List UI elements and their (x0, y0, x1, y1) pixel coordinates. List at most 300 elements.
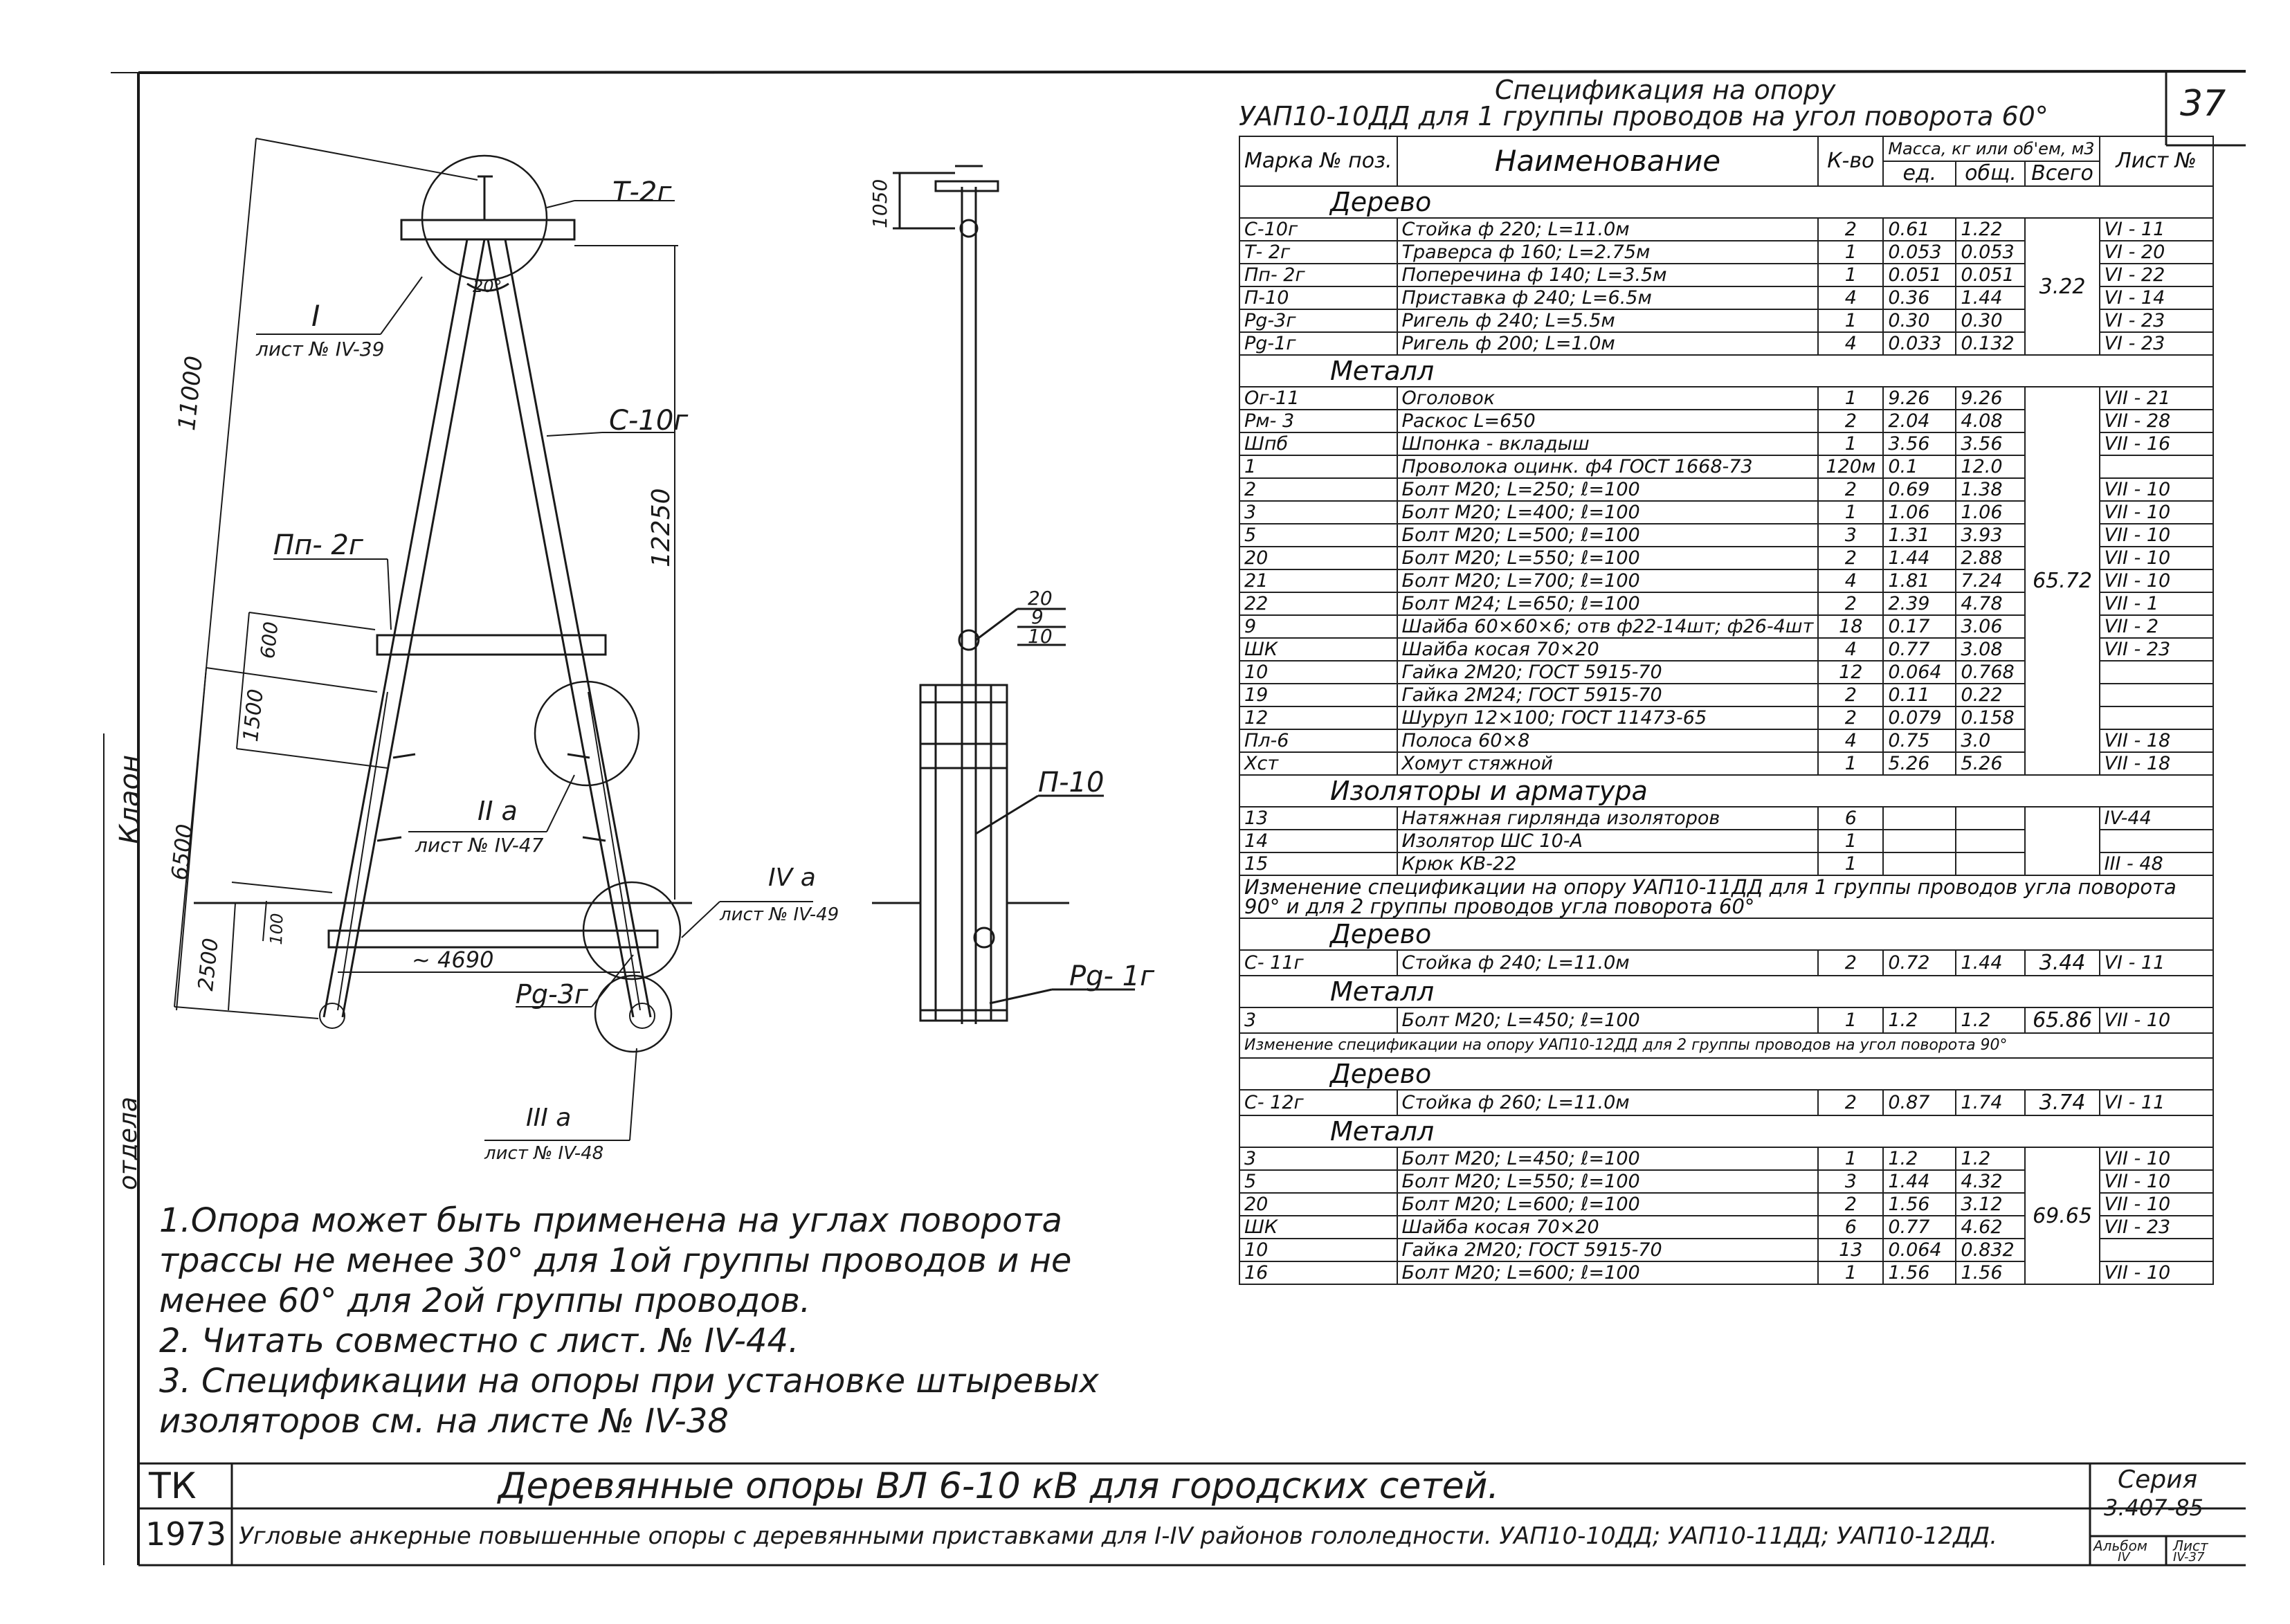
note-line: 2. Читать совместно с лист. № IV-44. (159, 1322, 799, 1360)
cell-sheet: VI - 23 (2100, 309, 2213, 332)
cell-unit: 1.06 (1883, 501, 1956, 524)
cell-sheet: VII - 21 (2100, 387, 2213, 410)
cell-qty: 1 (1818, 432, 1883, 455)
album-value: IV (2118, 1550, 2130, 1564)
cell-unit: 0.079 (1883, 706, 1956, 729)
cell-mark: 19 (1239, 684, 1397, 706)
cell-sheet: VII - 23 (2100, 1216, 2213, 1239)
change-note-text: Изменение спецификации на опору УАП10-12ДД для 2 группы проводов на угол поворота 90° (1239, 1033, 2213, 1058)
side-stamp-1: Клаон (114, 754, 146, 844)
cell-qty: 18 (1818, 615, 1883, 638)
cell-mark: Пп- 2г (1239, 264, 1397, 286)
change-note (1239, 1033, 2213, 1058)
cell-mark: 10 (1239, 1239, 1397, 1261)
cell-sheet: VII - 28 (2100, 410, 2213, 432)
cell-unit: 5.26 (1883, 752, 1956, 775)
cell-name: Хомут стяжной (1397, 752, 1819, 775)
cell-total: 1.74 (1956, 1090, 2025, 1115)
cell-mark: ШК (1239, 1216, 1397, 1239)
cell-sheet: VII - 16 (2100, 432, 2213, 455)
col-sheet: Лист № (2100, 136, 2213, 186)
cell-unit: 1.56 (1883, 1261, 1956, 1284)
cell-unit: 1.44 (1883, 1170, 1956, 1193)
cell-total: 2.88 (1956, 547, 2025, 569)
cell-mark: Рм- 3 (1239, 410, 1397, 432)
cell-name: Шайба 60×60×6; отв ф22-14шт; ф26-4шт (1397, 615, 1819, 638)
note-line: трассы не менее 30° для 1ой группы проводов и не (159, 1241, 1072, 1280)
cell-total: 7.24 (1956, 569, 2025, 592)
cell-sheet: IV-44 (2100, 807, 2213, 830)
cell-mark: 5 (1239, 1170, 1397, 1193)
cell-sheet (2100, 1239, 2213, 1261)
cell-sheet (2100, 661, 2213, 684)
cell-qty: 1 (1818, 1261, 1883, 1284)
cell-total: 3.06 (1956, 615, 2025, 638)
cell-sheet (2100, 455, 2213, 478)
ref1-number: I (311, 299, 320, 333)
table-row (1239, 1090, 2213, 1115)
cell-unit: 0.75 (1883, 729, 1956, 752)
cell-sheet: VI - 20 (2100, 241, 2213, 264)
cell-sheet: III - 48 (2100, 852, 2213, 875)
section-header (1239, 976, 2213, 1007)
col-total: общ. (1956, 161, 2025, 186)
cell-total: 0.132 (1956, 332, 2025, 355)
cell-unit: 2.39 (1883, 592, 1956, 615)
cell-sheet (2100, 830, 2213, 852)
cell-name: Болт М20; L=550; ℓ=100 (1397, 1170, 1819, 1193)
cell-name: Натяжная гирлянда изоляторов (1397, 807, 1819, 830)
cell-name: Болт М20; L=550; ℓ=100 (1397, 547, 1819, 569)
table-row (1239, 218, 2213, 241)
cell-sheet: VI - 11 (2100, 950, 2213, 976)
cell-sheet: VII - 10 (2100, 1193, 2213, 1216)
cell-qty: 1 (1818, 501, 1883, 524)
cell-sheet: VII - 10 (2100, 569, 2213, 592)
spec-title: Спецификация на опору (1495, 75, 1836, 105)
cell-unit: 0.77 (1883, 1216, 1956, 1239)
cell-name: Стойка ф 240; L=11.0м (1397, 950, 1819, 976)
label-p10: П-10 (1038, 767, 1105, 799)
series-value: 3.407-85 (2104, 1495, 2203, 1521)
cell-total (1956, 852, 2025, 875)
cell-sheet: VII - 10 (2100, 1147, 2213, 1170)
cell-qty: 4 (1818, 569, 1883, 592)
cell-mark: 20 (1239, 1193, 1397, 1216)
cell-total (1956, 830, 2025, 852)
cell-unit: 3.56 (1883, 432, 1956, 455)
cell-mark: Ог-11 (1239, 387, 1397, 410)
cell-sheet: VI - 11 (2100, 1090, 2213, 1115)
col-mark: Марка № поз. (1239, 136, 1397, 186)
cell-qty: 2 (1818, 1090, 1883, 1115)
cell-mark: 12 (1239, 706, 1397, 729)
cell-name: Ригель ф 240; L=5.5м (1397, 309, 1819, 332)
cell-unit: 0.064 (1883, 661, 1956, 684)
cell-sheet: VI - 11 (2100, 218, 2213, 241)
dim-20deg: 20° (473, 277, 502, 296)
cell-sheet: VII - 10 (2100, 1261, 2213, 1284)
cell-qty: 1 (1818, 264, 1883, 286)
cell-total: 3.0 (1956, 729, 2025, 752)
cell-total: 1.22 (1956, 218, 2025, 241)
cell-sheet: VI - 23 (2100, 332, 2213, 355)
cell-mark: 9 (1239, 615, 1397, 638)
bolt-20: 20 (1028, 587, 1053, 610)
cell-name: Траверса ф 160; L=2.75м (1397, 241, 1819, 264)
cell-sheet: VII - 18 (2100, 752, 2213, 775)
cell-unit: 0.053 (1883, 241, 1956, 264)
cell-unit: 0.064 (1883, 1239, 1956, 1261)
cell-qty: 12 (1818, 661, 1883, 684)
cell-qty: 2 (1818, 706, 1883, 729)
label-pg3g: Рg-3г (516, 979, 588, 1010)
cell-all: 3.44 (2025, 950, 2099, 976)
cell-mark: 3 (1239, 501, 1397, 524)
cell-sheet: VII - 10 (2100, 478, 2213, 501)
cell-qty: 4 (1818, 332, 1883, 355)
specification-table (1239, 136, 2214, 1285)
cell-name: Болт М24; L=650; ℓ=100 (1397, 592, 1819, 615)
cell-sheet: VII - 10 (2100, 1170, 2213, 1193)
cell-total: 0.30 (1956, 309, 2025, 332)
section-header (1239, 918, 2213, 950)
cell-total: 4.08 (1956, 410, 2025, 432)
cell-all: 69.65 (2025, 1147, 2099, 1284)
cell-unit: 0.17 (1883, 615, 1956, 638)
cell-qty: 2 (1818, 478, 1883, 501)
cell-total: 0.832 (1956, 1239, 2025, 1261)
bolt-10: 10 (1028, 625, 1053, 648)
section-title: Металл (1239, 976, 2213, 1007)
ref4-sheet: лист № IV-49 (720, 904, 839, 925)
cell-mark: С-10г (1239, 218, 1397, 241)
cell-name: Полоса 60×8 (1397, 729, 1819, 752)
cell-total: 3.93 (1956, 524, 2025, 547)
cell-total: 12.0 (1956, 455, 2025, 478)
cell-total: 1.38 (1956, 478, 2025, 501)
cell-sheet: VII - 10 (2100, 547, 2213, 569)
cell-qty: 2 (1818, 592, 1883, 615)
cell-qty: 1 (1818, 752, 1883, 775)
table-row (1239, 950, 2213, 976)
cell-name: Стойка ф 260; L=11.0м (1397, 1090, 1819, 1115)
cell-unit: 1.81 (1883, 569, 1956, 592)
cell-unit: 0.87 (1883, 1090, 1956, 1115)
dim-100: 100 (266, 913, 287, 945)
change-note (1239, 875, 2213, 918)
cell-mark: 2 (1239, 478, 1397, 501)
cell-sheet: VII - 10 (2100, 1007, 2213, 1033)
col-mass: Масса, кг или об'ем, м3 (1883, 136, 2099, 161)
cell-name: Шуруп 12×100; ГОСТ 11473-65 (1397, 706, 1819, 729)
cell-name: Ригель ф 200; L=1.0м (1397, 332, 1819, 355)
cell-unit (1883, 830, 1956, 852)
col-all: Всего (2025, 161, 2099, 186)
cell-mark: С- 11г (1239, 950, 1397, 976)
cell-qty: 3 (1818, 1170, 1883, 1193)
cell-qty: 1 (1818, 852, 1883, 875)
cell-qty: 2 (1818, 1193, 1883, 1216)
cell-qty: 120м (1818, 455, 1883, 478)
cell-mark: 3 (1239, 1147, 1397, 1170)
cell-total: 4.32 (1956, 1170, 2025, 1193)
cell-mark: 15 (1239, 852, 1397, 875)
section-header (1239, 775, 2213, 807)
cell-sheet: VI - 22 (2100, 264, 2213, 286)
cell-mark: 16 (1239, 1261, 1397, 1284)
cell-qty: 1 (1818, 309, 1883, 332)
dim-6500: 6500 (166, 823, 199, 882)
section-title: Дерево (1239, 1058, 2213, 1090)
note-line: изоляторов см. на листе № IV-38 (159, 1402, 729, 1441)
label-pg1g: Рg- 1г (1069, 960, 1155, 992)
cell-name: Шайба косая 70×20 (1397, 1216, 1819, 1239)
label-c10g: С-10г (609, 405, 689, 437)
cell-total: 9.26 (1956, 387, 2025, 410)
cell-unit: 0.1 (1883, 455, 1956, 478)
ref3-number: III а (526, 1104, 572, 1132)
section-title: Металл (1239, 355, 2213, 387)
cell-mark: Пл-6 (1239, 729, 1397, 752)
cell-total: 0.22 (1956, 684, 2025, 706)
cell-unit: 0.77 (1883, 638, 1956, 661)
cell-mark: 14 (1239, 830, 1397, 852)
spec-subtitle: УАП10-10ДД для 1 группы проводов на угол поворота 60° (1239, 101, 2048, 131)
cell-sheet: VII - 18 (2100, 729, 2213, 752)
cell-total: 0.768 (1956, 661, 2025, 684)
cell-mark: 1 (1239, 455, 1397, 478)
cell-unit: 0.36 (1883, 286, 1956, 309)
cell-qty: 4 (1818, 638, 1883, 661)
cell-name: Гайка 2М20; ГОСТ 5915-70 (1397, 1239, 1819, 1261)
ref4-number: IV а (768, 864, 816, 892)
cell-all: 65.72 (2025, 387, 2099, 775)
cell-qty: 1 (1818, 1147, 1883, 1170)
cell-name: Болт М20; L=450; ℓ=100 (1397, 1007, 1819, 1033)
cell-sheet: VII - 1 (2100, 592, 2213, 615)
cell-qty: 6 (1818, 1216, 1883, 1239)
cell-unit (1883, 852, 1956, 875)
cell-name: Шпонка - вкладыш (1397, 432, 1819, 455)
cell-qty: 13 (1818, 1239, 1883, 1261)
cell-total: 1.2 (1956, 1147, 2025, 1170)
cell-unit: 0.30 (1883, 309, 1956, 332)
cell-name: Изолятор ШС 10-А (1397, 830, 1819, 852)
cell-name: Стойка ф 220; L=11.0м (1397, 218, 1819, 241)
table-row (1239, 1007, 2213, 1033)
side-view-tower (872, 166, 1135, 1024)
cell-qty: 2 (1818, 218, 1883, 241)
cell-unit: 0.033 (1883, 332, 1956, 355)
dim-4690: ~ 4690 (412, 947, 494, 973)
cell-name: Болт М20; L=600; ℓ=100 (1397, 1193, 1819, 1216)
title-block-year: 1973 (145, 1515, 227, 1553)
cell-qty: 1 (1818, 387, 1883, 410)
cell-total: 3.12 (1956, 1193, 2025, 1216)
cell-mark: 13 (1239, 807, 1397, 830)
section-title: Дерево (1239, 918, 2213, 950)
cell-name: Болт М20; L=500; ℓ=100 (1397, 524, 1819, 547)
cell-qty: 2 (1818, 547, 1883, 569)
bolt-9: 9 (1031, 605, 1044, 628)
sheet-label: Лист (2173, 1538, 2208, 1554)
col-unit: ед. (1883, 161, 1956, 186)
sheet-number: 37 (2180, 83, 2226, 125)
cell-sheet: VII - 2 (2100, 615, 2213, 638)
label-pp2g: Пп- 2г (273, 529, 363, 561)
cell-mark: 21 (1239, 569, 1397, 592)
cell-total: 1.2 (1956, 1007, 2025, 1033)
cell-sheet: VI - 14 (2100, 286, 2213, 309)
cell-unit: 0.69 (1883, 478, 1956, 501)
cell-name: Болт М20; L=700; ℓ=100 (1397, 569, 1819, 592)
dim-1050: 1050 (869, 179, 891, 228)
cell-mark: 5 (1239, 524, 1397, 547)
cell-total: 0.051 (1956, 264, 2025, 286)
cell-mark: 10 (1239, 661, 1397, 684)
cell-unit: 0.11 (1883, 684, 1956, 706)
cell-name: Гайка 2М24; ГОСТ 5915-70 (1397, 684, 1819, 706)
cell-total: 5.26 (1956, 752, 2025, 775)
cell-qty: 6 (1818, 807, 1883, 830)
cell-mark: 22 (1239, 592, 1397, 615)
section-title: Металл (1239, 1115, 2213, 1147)
dimension-lines (174, 138, 678, 1019)
cell-sheet (2100, 684, 2213, 706)
sheet-value: IV-37 (2173, 1550, 2205, 1564)
dim-2500: 2500 (194, 937, 224, 992)
ref1-sheet: лист № IV-39 (256, 338, 385, 361)
section-header (1239, 186, 2213, 218)
cell-sheet: VII - 10 (2100, 501, 2213, 524)
cell-qty: 1 (1818, 830, 1883, 852)
cell-total: 4.78 (1956, 592, 2025, 615)
cell-qty: 1 (1818, 1007, 1883, 1033)
cell-unit: 2.04 (1883, 410, 1956, 432)
cell-mark: Рg-3г (1239, 309, 1397, 332)
section-header (1239, 1058, 2213, 1090)
cell-qty: 2 (1818, 684, 1883, 706)
cell-total: 3.08 (1956, 638, 2025, 661)
cell-mark: С- 12г (1239, 1090, 1397, 1115)
spec-body (1239, 186, 2213, 1284)
cell-unit: 0.61 (1883, 218, 1956, 241)
cell-total: 1.06 (1956, 501, 2025, 524)
cell-unit: 1.2 (1883, 1147, 1956, 1170)
cell-total: 1.44 (1956, 950, 2025, 976)
change-note-text: Изменение спецификации на опору УАП10-11ДД для 1 группы проводов угла поворота 90° и для 2 группы проводов угла поворота 60° (1239, 875, 2213, 918)
col-name: Наименование (1397, 136, 1819, 186)
cell-unit: 1.2 (1883, 1007, 1956, 1033)
cell-mark: Т- 2г (1239, 241, 1397, 264)
cell-name: Поперечина ф 140; L=3.5м (1397, 264, 1819, 286)
cell-name: Болт М20; L=400; ℓ=100 (1397, 501, 1819, 524)
cell-unit: 0.051 (1883, 264, 1956, 286)
cell-name: Болт М20; L=250; ℓ=100 (1397, 478, 1819, 501)
cell-total: 0.158 (1956, 706, 2025, 729)
section-header (1239, 355, 2213, 387)
cell-unit: 1.44 (1883, 547, 1956, 569)
cell-unit: 1.56 (1883, 1193, 1956, 1216)
note-line: менее 60° для 2ой группы проводов. (159, 1281, 811, 1320)
side-stamp-2: отдела (114, 1096, 143, 1190)
cell-qty: 2 (1818, 410, 1883, 432)
series-label: Серия (2118, 1466, 2198, 1494)
cell-unit: 1.31 (1883, 524, 1956, 547)
section-title: Дерево (1239, 186, 2213, 218)
cell-name: Крюк КВ-22 (1397, 852, 1819, 875)
cell-sheet: VII - 23 (2100, 638, 2213, 661)
cell-unit: 0.72 (1883, 950, 1956, 976)
cell-all: 3.74 (2025, 1090, 2099, 1115)
cell-mark: Шпб (1239, 432, 1397, 455)
note-line: 3. Спецификации на опоры при установке штыревых (159, 1362, 1099, 1401)
cell-total: 4.62 (1956, 1216, 2025, 1239)
cell-name: Проволока оцинк. ф4 ГОСТ 1668-73 (1397, 455, 1819, 478)
cell-name: Болт М20; L=450; ℓ=100 (1397, 1147, 1819, 1170)
title-block-subtitle: Угловые анкерные повышенные опоры с деревянными приставками для I-IV районов гололедности. УАП10-10ДД; УАП10-11ДД; УАП10-12ДД. (239, 1522, 1998, 1550)
cell-unit (1883, 807, 1956, 830)
dim-1500: 1500 (239, 688, 269, 743)
dim-11000: 11000 (173, 354, 209, 432)
cell-qty: 2 (1818, 950, 1883, 976)
cell-total: 1.44 (1956, 286, 2025, 309)
cell-mark: Хст (1239, 752, 1397, 775)
cell-all (2025, 807, 2099, 875)
cell-qty: 3 (1818, 524, 1883, 547)
cell-all: 3.22 (2025, 218, 2099, 355)
col-qty: К-во (1818, 136, 1883, 186)
title-block-tk: ТК (149, 1466, 197, 1507)
cell-qty: 1 (1818, 241, 1883, 264)
table-row (1239, 807, 2213, 830)
cell-name: Оголовок (1397, 387, 1819, 410)
cell-total: 3.56 (1956, 432, 2025, 455)
table-row (1239, 387, 2213, 410)
label-t2g: Т-2г (612, 176, 672, 208)
section-title: Изоляторы и арматура (1239, 775, 2213, 807)
ref2-number: II а (478, 796, 518, 826)
cell-name: Шайба косая 70×20 (1397, 638, 1819, 661)
section-header (1239, 1115, 2213, 1147)
cell-unit: 9.26 (1883, 387, 1956, 410)
cell-total (1956, 807, 2025, 830)
cell-mark: 20 (1239, 547, 1397, 569)
title-block-title: Деревянные опоры ВЛ 6-10 кВ для городских сетей. (498, 1466, 1499, 1507)
cell-mark: 3 (1239, 1007, 1397, 1033)
cell-name: Болт М20; L=600; ℓ=100 (1397, 1261, 1819, 1284)
cell-total: 0.053 (1956, 241, 2025, 264)
cell-total: 1.56 (1956, 1261, 2025, 1284)
cell-sheet: VII - 10 (2100, 524, 2213, 547)
cell-mark: ШК (1239, 638, 1397, 661)
cell-name: Приставка ф 240; L=6.5м (1397, 286, 1819, 309)
dim-600: 600 (256, 620, 283, 660)
cell-qty: 4 (1818, 286, 1883, 309)
note-line: 1.Опора может быть применена на углах поворота (159, 1201, 1062, 1240)
ref3-sheet: лист № IV-48 (484, 1143, 604, 1164)
cell-name: Гайка 2М20; ГОСТ 5915-70 (1397, 661, 1819, 684)
cell-sheet (2100, 706, 2213, 729)
cell-name: Раскос L=650 (1397, 410, 1819, 432)
cell-all: 65.86 (2025, 1007, 2099, 1033)
album-label: Альбом (2093, 1538, 2147, 1554)
notes (159, 1201, 1099, 1441)
cell-mark: Рg-1г (1239, 332, 1397, 355)
ref2-sheet: лист № IV-47 (415, 834, 544, 857)
dim-12250: 12250 (647, 488, 675, 567)
